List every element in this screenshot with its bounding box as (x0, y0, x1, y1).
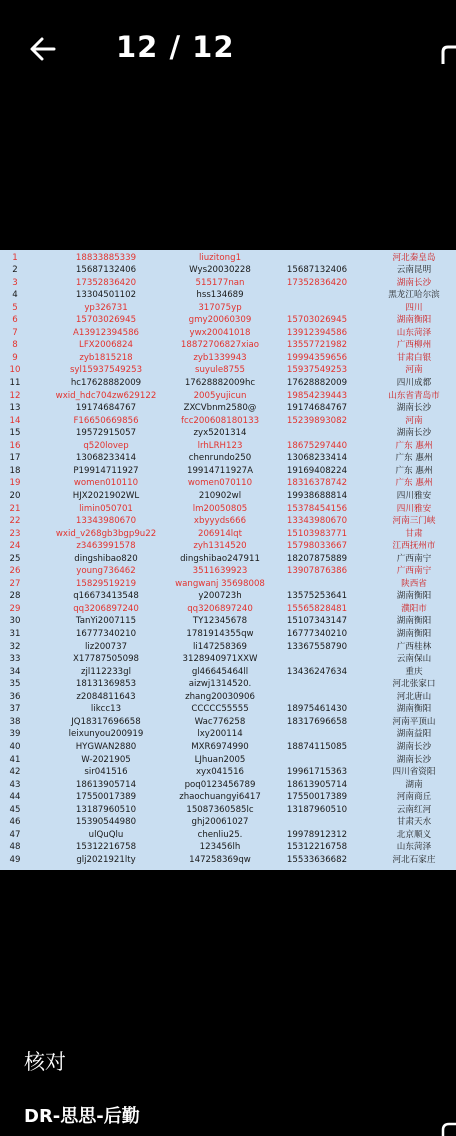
account-cell: wxid_hdc704zw629122 (55, 390, 157, 401)
region-cell: 河南三门峡 (392, 516, 436, 527)
row-number: 46 (9, 817, 21, 828)
password-cell: y200723h (198, 591, 242, 602)
row-number: 36 (9, 691, 21, 702)
arrow-left-icon[interactable] (28, 34, 58, 64)
row-number: 35 (9, 679, 21, 690)
password-cell: lrhLRH123 (197, 440, 243, 451)
password-cell: chenrundo250 (188, 453, 252, 464)
phone-cell: 15378454156 (286, 503, 348, 514)
password-cell: CCCCC55555 (191, 704, 249, 715)
table-row (0, 440, 456, 453)
region-cell: 湖南长沙 (396, 428, 432, 439)
password-cell: 2005yujicun (193, 390, 247, 401)
table-row (0, 540, 456, 553)
row-number: 17 (9, 453, 21, 464)
table-row (0, 703, 456, 716)
phone-cell: 18975461430 (286, 704, 348, 715)
account-cell: X17787505098 (72, 654, 140, 665)
table-row (0, 728, 456, 741)
table-row (0, 829, 456, 842)
region-cell: 北京顺义 (396, 829, 432, 840)
account-cell: qq3206897240 (73, 603, 139, 614)
table-row (0, 452, 456, 465)
image-counter: 12 / 12 (116, 30, 235, 64)
phone-cell: 13068233414 (286, 453, 348, 464)
region-cell: 云南保山 (396, 654, 432, 665)
account-cell: A13912394586 (72, 327, 140, 338)
account-cell: 15687132406 (75, 265, 137, 276)
table-row (0, 327, 456, 340)
table-row (0, 590, 456, 603)
password-cell: wangwanj 35698008 (175, 578, 265, 589)
password-cell: 19914711927A (186, 465, 254, 476)
region-cell: 河北秦皇岛 (392, 252, 436, 263)
row-number: 47 (9, 829, 21, 840)
phone-cell: 19938688814 (286, 490, 348, 501)
row-number: 15 (9, 428, 21, 439)
region-cell: 四川雅安 (396, 503, 432, 514)
region-cell: 甘肃天水 (396, 817, 432, 828)
row-number: 21 (9, 503, 21, 514)
caption-title: DR-思思-后勤 (24, 1106, 140, 1127)
region-cell: 山东菏泽 (396, 842, 432, 853)
region-cell: 广东 惠州 (395, 465, 433, 476)
table-row (0, 741, 456, 754)
phone-cell: 15533636682 (286, 854, 348, 865)
row-number: 16 (9, 440, 21, 451)
row-number: 43 (9, 779, 21, 790)
row-number: 39 (9, 729, 21, 740)
table-row (0, 578, 456, 591)
account-cell: 13187960510 (75, 804, 137, 815)
password-cell: 317075yp (198, 302, 242, 313)
account-cell: zyb1815218 (79, 352, 133, 363)
phone-cell: 13343980670 (286, 516, 348, 527)
region-cell: 四川省资阳 (392, 767, 436, 778)
row-number: 23 (9, 528, 21, 539)
region-cell: 广东 惠州 (395, 478, 433, 489)
table-row (0, 603, 456, 616)
password-cell: 206914lqt (197, 528, 243, 539)
row-number: 33 (9, 654, 21, 665)
account-cell: LFX2006824 (79, 340, 133, 351)
row-number: 27 (9, 578, 21, 589)
phone-cell: 19854239443 (286, 390, 348, 401)
region-cell: 广西南宁 (396, 553, 432, 564)
region-cell: 陕西省 (401, 578, 427, 589)
password-cell: liuzitong1 (198, 252, 242, 263)
row-number: 22 (9, 516, 21, 527)
password-cell: hss134689 (196, 290, 244, 301)
password-cell: zyh1314520 (193, 541, 247, 552)
account-cell: W-2021905 (81, 754, 131, 765)
region-cell: 湖南益阳 (396, 729, 432, 740)
account-cell: JQ18317696658 (71, 716, 141, 727)
region-cell: 湖南衡阳 (396, 315, 432, 326)
table-row (0, 277, 456, 290)
account-cell: syl15937549253 (69, 365, 143, 376)
account-cell: HYGWAN2880 (75, 741, 137, 752)
account-cell: q16673413548 (73, 591, 139, 602)
table-row (0, 264, 456, 277)
account-cell: 15390544980 (75, 817, 137, 828)
account-cell: women010110 (73, 478, 139, 489)
row-number: 44 (9, 792, 21, 803)
account-cell: 18833885339 (75, 252, 137, 263)
row-number: 32 (9, 641, 21, 652)
table-row (0, 415, 456, 428)
account-cell: z2084811643 (76, 691, 136, 702)
account-cell: dingshibao820 (74, 553, 138, 564)
table-row (0, 854, 456, 867)
region-cell: 广西桂林 (396, 641, 432, 652)
row-number: 2 (12, 265, 18, 276)
phone-cell: 13912394586 (286, 327, 348, 338)
phone-cell: 13575253641 (286, 591, 348, 602)
region-cell: 河南商丘 (396, 792, 432, 803)
row-number: 45 (9, 804, 21, 815)
corner-icon[interactable] (440, 1120, 456, 1136)
password-cell: lxy200114 (197, 729, 243, 740)
table-row (0, 766, 456, 779)
table-row (0, 716, 456, 729)
account-cell: HJX2021902WL (72, 490, 140, 501)
password-cell: zyx5201314 (193, 428, 247, 439)
account-cell: leixunyou200919 (68, 729, 144, 740)
region-cell: 广东 惠州 (395, 440, 433, 451)
region-cell: 河南 (405, 365, 423, 376)
phone-cell: 18316378742 (286, 478, 348, 489)
row-number: 25 (9, 553, 21, 564)
account-cell: glj2021921lty (76, 854, 136, 865)
row-number: 13 (9, 403, 21, 414)
password-cell: gmy20060309 (188, 315, 252, 326)
password-cell: zhaochuangyi6417 (179, 792, 261, 803)
table-row (0, 314, 456, 327)
table-row (0, 528, 456, 541)
table-row (0, 477, 456, 490)
region-cell: 河南平顶山 (392, 716, 436, 727)
password-cell: poq0123456789 (184, 779, 256, 790)
account-cell: likcc13 (90, 704, 122, 715)
region-cell: 广西南宁 (396, 566, 432, 577)
partial-icon[interactable] (440, 44, 456, 66)
account-cell: limin050701 (79, 503, 133, 514)
region-cell: 湖南长沙 (396, 403, 432, 414)
region-cell: 湖南长沙 (396, 741, 432, 752)
table-row (0, 302, 456, 315)
region-cell: 湖南长沙 (396, 754, 432, 765)
row-number: 5 (12, 302, 18, 313)
row-number: 9 (12, 352, 18, 363)
password-cell: 515177nan (195, 277, 245, 288)
row-number: 14 (9, 415, 21, 426)
table-row (0, 553, 456, 566)
password-cell: 17628882009hc (184, 378, 256, 388)
table-row (0, 377, 456, 390)
password-cell: Wys20030228 (189, 265, 251, 276)
password-cell: 15087360585lc (186, 804, 254, 815)
phone-cell: 19994359656 (286, 352, 348, 363)
region-cell: 河南 (405, 415, 423, 426)
region-cell: 濮阳市 (401, 603, 427, 614)
row-number: 18 (9, 465, 21, 476)
table-row (0, 816, 456, 829)
region-cell: 广东 惠州 (395, 453, 433, 464)
password-cell: 3128940971XXW (182, 654, 258, 665)
phone-cell: 18675297440 (286, 440, 348, 451)
phone-cell: 18613905714 (286, 779, 348, 790)
phone-cell: 19961715363 (286, 767, 348, 778)
account-cell: 15703026945 (75, 315, 137, 326)
row-number: 34 (9, 666, 21, 677)
caption-text: 核对 (24, 1050, 66, 1074)
phone-cell: 13907876386 (286, 566, 348, 577)
region-cell: 河北唐山 (396, 691, 432, 702)
phone-cell: 13187960510 (286, 804, 348, 815)
account-cell: 15312216758 (75, 842, 137, 853)
table-row (0, 289, 456, 302)
table-row (0, 465, 456, 478)
region-cell: 黑龙江哈尔滨 (388, 290, 440, 301)
password-cell: ZXCVbnm2580@ (183, 403, 257, 414)
password-cell: chenliu25. (197, 829, 243, 840)
phone-cell: 17550017389 (286, 792, 348, 803)
account-cell: wxid_v268gb3bgp9u22 (55, 528, 157, 539)
row-number: 11 (9, 378, 21, 388)
row-number: 3 (12, 277, 18, 288)
phone-cell: 15937549253 (286, 365, 348, 376)
account-cell: young736462 (76, 566, 136, 577)
row-number: 4 (12, 290, 18, 301)
row-number: 37 (9, 704, 21, 715)
password-cell: xyx041516 (195, 767, 245, 778)
table-row (0, 565, 456, 578)
phone-cell: 15239893082 (286, 415, 348, 426)
password-cell: women070110 (187, 478, 253, 489)
row-number: 41 (9, 754, 21, 765)
phone-cell: 15107343147 (286, 616, 348, 627)
phone-cell: 18874115085 (286, 741, 348, 752)
table-row (0, 427, 456, 440)
spreadsheet-image (0, 250, 456, 870)
region-cell: 广西柳州 (396, 340, 432, 351)
row-number: 29 (9, 603, 21, 614)
phone-cell: 16777340210 (286, 629, 348, 639)
row-number: 28 (9, 591, 21, 602)
phone-cell: 13367558790 (286, 641, 348, 652)
row-number: 6 (12, 315, 18, 326)
row-number: 30 (9, 616, 21, 627)
region-cell: 四川成都 (396, 378, 432, 388)
account-cell: 15829519219 (75, 578, 137, 589)
region-cell: 江西抚州市 (392, 541, 436, 552)
table-row (0, 678, 456, 691)
account-cell: P19914711927 (73, 465, 139, 476)
row-number: 26 (9, 566, 21, 577)
password-cell: li147258369 (193, 641, 247, 652)
table-row (0, 490, 456, 503)
account-cell: 13304501102 (75, 290, 137, 301)
table-row (0, 691, 456, 704)
password-cell: dingshibao247911 (180, 553, 260, 564)
row-number: 42 (9, 767, 21, 778)
row-number: 8 (12, 340, 18, 351)
password-cell: TY12345678 (192, 616, 248, 627)
account-cell: TanYi2007115 (75, 616, 137, 627)
region-cell: 云南红河 (396, 804, 432, 815)
region-cell: 山东菏泽 (396, 327, 432, 338)
viewer-top-bar (0, 0, 456, 100)
phone-cell: 15687132406 (286, 265, 348, 276)
account-cell: 18131369853 (75, 679, 137, 690)
table-row (0, 339, 456, 352)
account-cell: q520lovep (83, 440, 129, 451)
account-cell: yp326731 (84, 302, 128, 313)
table-row (0, 666, 456, 679)
table-row (0, 615, 456, 628)
account-cell: liz200737 (84, 641, 128, 652)
password-cell: suyule8755 (194, 365, 245, 376)
password-cell: gl46645464ll (191, 666, 249, 677)
account-cell: z3463991578 (76, 541, 136, 552)
row-number: 10 (9, 365, 21, 376)
phone-cell: 18317696658 (286, 716, 348, 727)
password-cell: 3511639923 (192, 566, 248, 577)
account-cell: zjl112233gl (81, 666, 131, 677)
phone-cell: 19978912312 (286, 829, 348, 840)
account-cell: hc17628882009 (70, 378, 142, 388)
row-number: 1 (12, 252, 18, 263)
account-cell: F16650669856 (73, 415, 139, 426)
password-cell: 123456lh (199, 842, 241, 853)
password-cell: LJhuan2005 (194, 754, 246, 765)
region-cell: 山东省青岛市 (388, 390, 440, 401)
region-cell: 四川雅安 (396, 490, 432, 501)
phone-cell: 17628882009 (286, 378, 348, 388)
account-cell: 19572915057 (75, 428, 137, 439)
password-cell: qq3206897240 (187, 603, 253, 614)
password-cell: 1781914355qw (186, 629, 254, 639)
row-number: 24 (9, 541, 21, 552)
table-row (0, 754, 456, 767)
row-number: 19 (9, 478, 21, 489)
region-cell: 甘肃 (405, 528, 423, 539)
phone-cell: 15703026945 (286, 315, 348, 326)
phone-cell: 17352836420 (286, 277, 348, 288)
account-cell: 16777340210 (75, 629, 137, 639)
region-cell: 湖南衡阳 (396, 591, 432, 602)
row-number: 12 (9, 390, 21, 401)
password-cell: Wac776258 (194, 716, 246, 727)
region-cell: 湖南衡阳 (396, 704, 432, 715)
region-cell: 河北张家口 (392, 679, 436, 690)
account-cell: 17352836420 (75, 277, 137, 288)
row-number: 49 (9, 854, 21, 865)
region-cell: 四川 (405, 302, 423, 313)
table-row (0, 804, 456, 817)
table-row (0, 364, 456, 377)
password-cell: aizwj1314520. (188, 679, 252, 690)
row-number: 48 (9, 842, 21, 853)
row-number: 38 (9, 716, 21, 727)
password-cell: ywx20041018 (189, 327, 251, 338)
password-cell: 147258369qw (189, 854, 251, 865)
account-cell: 17550017389 (75, 792, 137, 803)
password-cell: MXR6974990 (191, 741, 249, 752)
row-number: 31 (9, 629, 21, 639)
phone-cell: 18207875889 (286, 553, 348, 564)
table-row (0, 390, 456, 403)
region-cell: 湖南 (405, 779, 423, 790)
table-row (0, 352, 456, 365)
region-cell: 湖南长沙 (396, 277, 432, 288)
region-cell: 湖南衡阳 (396, 616, 432, 627)
password-cell: zhang20030906 (185, 691, 255, 702)
row-number: 20 (9, 490, 21, 501)
region-cell: 甘肃白银 (396, 352, 432, 363)
password-cell: ghj20061027 (191, 817, 249, 828)
row-number: 40 (9, 741, 21, 752)
phone-cell: 15312216758 (286, 842, 348, 853)
account-cell: 13068233414 (75, 453, 137, 464)
password-cell: fcc200608180133 (180, 415, 260, 426)
table-row (0, 791, 456, 804)
region-cell: 湖南衡阳 (396, 629, 432, 639)
region-cell: 云南昆明 (396, 265, 432, 276)
password-cell: zyb1339943 (193, 352, 247, 363)
table-row (0, 628, 456, 641)
password-cell: 210902wl (198, 490, 242, 501)
table-row (0, 841, 456, 854)
phone-cell: 13436247634 (286, 666, 348, 677)
table-row (0, 779, 456, 792)
phone-cell: 19174684767 (286, 403, 348, 414)
password-cell: 18872706827xiao (180, 340, 260, 351)
phone-cell: 13557721982 (286, 340, 348, 351)
region-cell: 河北石家庄 (392, 854, 436, 865)
account-cell: ulQuQlu (88, 829, 124, 840)
phone-cell: 15565828481 (286, 603, 348, 614)
table-row (0, 653, 456, 666)
table-row (0, 252, 456, 265)
row-number: 7 (12, 327, 18, 338)
password-cell: xbyyyds666 (193, 516, 247, 527)
table-row (0, 402, 456, 415)
account-cell: 13343980670 (75, 516, 137, 527)
account-cell: 19174684767 (75, 403, 137, 414)
phone-cell: 15798033667 (286, 541, 348, 552)
table-row (0, 641, 456, 654)
account-cell: 18613905714 (75, 779, 137, 790)
table-row (0, 515, 456, 528)
password-cell: lm20050805 (192, 503, 248, 514)
region-cell: 重庆 (405, 666, 423, 677)
phone-cell: 15103983771 (286, 528, 348, 539)
account-cell: sir041516 (84, 767, 128, 778)
phone-cell: 19169408224 (286, 465, 348, 476)
table-row (0, 503, 456, 516)
